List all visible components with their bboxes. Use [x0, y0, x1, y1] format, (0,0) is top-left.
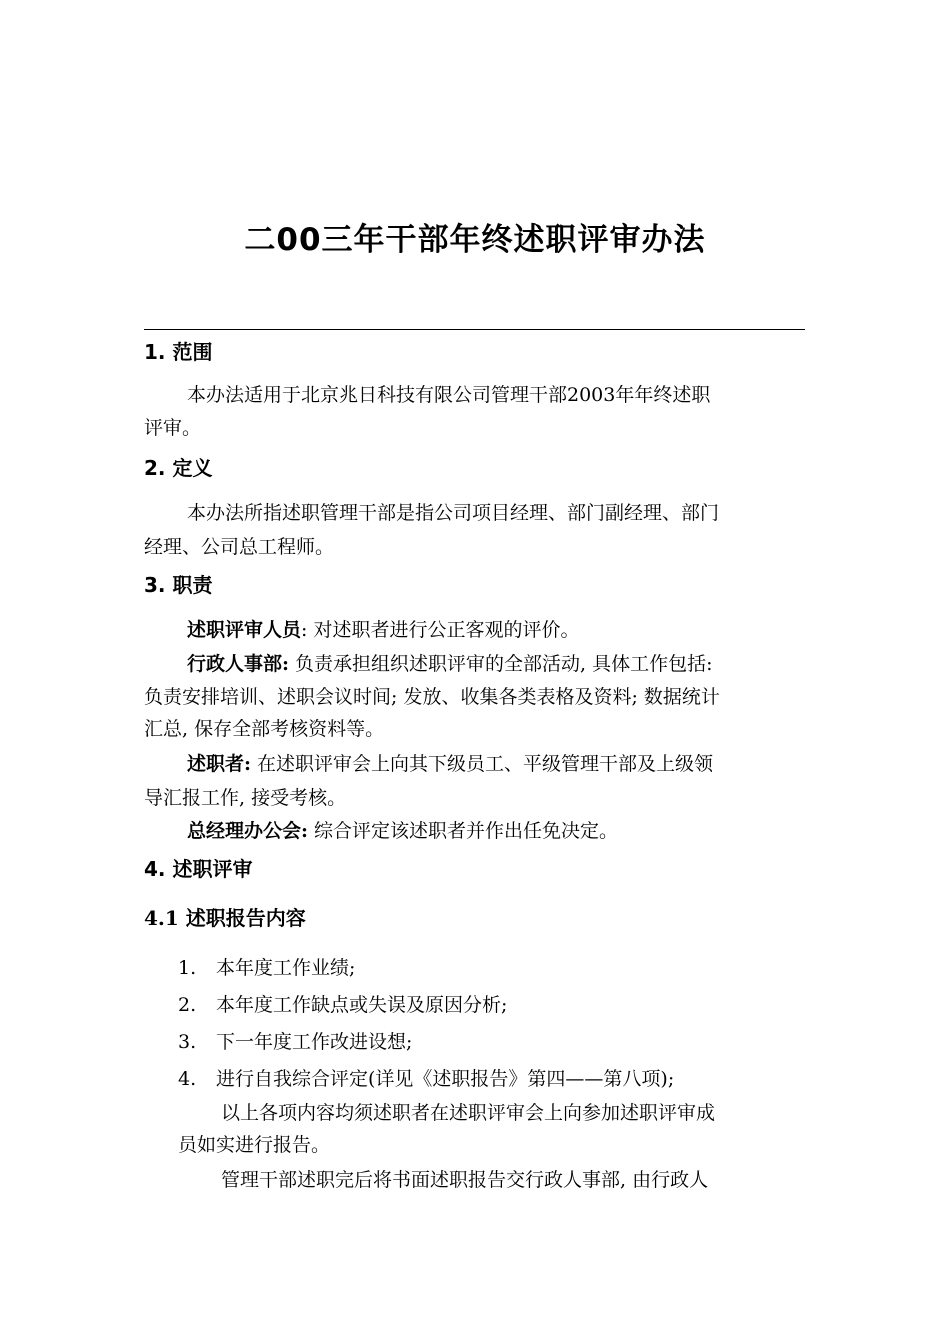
list-item — [178, 990, 507, 1017]
list-item-text: 本年度工作缺点或失误及原因分析; — [216, 994, 508, 1016]
section-1-text-line-1: 本办法适用于北京兆日科技有限公司管理干部2003年年终述职 — [187, 384, 711, 406]
section-4-heading: 4. 述职评审 — [144, 857, 253, 881]
role-presenter-label: 述职者: — [187, 753, 252, 775]
role-presenter-text: 在述职评审会上向其下级员工、平级管理干部及上级领 — [251, 753, 714, 775]
role-gm-office-label: 总经理办公会: — [187, 820, 309, 842]
section-2-heading: 2. 定义 — [144, 456, 213, 480]
list-item-number: 3. — [178, 1031, 197, 1053]
section-1-text-line-2: 评审。 — [144, 417, 202, 439]
role-reviewers — [187, 617, 579, 643]
role-hr-continued-1: 负责安排培训、述职会议时间; 发放、收集各类表格及资料; 数据统计 — [144, 686, 720, 708]
title-divider — [144, 329, 805, 330]
role-hr-text: 负责承担组织述职评审的全部活动, 具体工作包括: — [289, 653, 713, 675]
list-item — [178, 953, 355, 980]
section-2-text-line-1: 本办法所指述职管理干部是指公司项目经理、部门副经理、部门 — [187, 502, 720, 524]
list-item-number: 2. — [178, 994, 197, 1016]
list-item-text: 本年度工作业绩; — [216, 957, 356, 979]
list-item — [178, 1064, 674, 1091]
role-gm-office — [187, 818, 618, 844]
document-title: 二00三年干部年终述职评审办法 — [244, 222, 706, 258]
list-item-number: 1. — [178, 957, 197, 979]
section-4-para-2-line-1: 管理干部述职完后将书面述职报告交行政人事部, 由行政人 — [221, 1169, 709, 1191]
role-gm-office-text: 综合评定该述职者并作出任免决定。 — [308, 820, 619, 842]
section-1-heading: 1. 范围 — [144, 340, 213, 364]
role-hr-continued-2: 汇总, 保存全部考核资料等。 — [144, 718, 385, 740]
section-4-1-heading: 4.1 述职报告内容 — [144, 906, 306, 930]
role-reviewers-text: 对述职者进行公正客观的评价。 — [313, 619, 580, 641]
section-2-text-line-2: 经理、公司总工程师。 — [144, 536, 335, 558]
role-presenter — [187, 751, 713, 777]
list-item-text: 下一年度工作改进设想; — [216, 1031, 413, 1053]
list-item-text: 进行自我综合评定(详见《述职报告》第四——第八项); — [216, 1068, 675, 1090]
section-4-para-1-line-1: 以上各项内容均须述职者在述职评审会上向参加述职评审成 — [221, 1102, 716, 1124]
list-item-number: 4. — [178, 1068, 197, 1090]
role-presenter-continued: 导汇报工作, 接受考核。 — [144, 787, 347, 809]
role-reviewers-separator: : — [301, 619, 314, 641]
section-4-para-1-line-2: 员如实进行报告。 — [178, 1134, 331, 1156]
list-item — [178, 1027, 412, 1054]
role-hr-label: 行政人事部: — [187, 653, 290, 675]
role-hr — [187, 651, 713, 677]
role-reviewers-label: 述职评审人员 — [187, 619, 302, 641]
section-3-heading: 3. 职责 — [144, 573, 213, 597]
